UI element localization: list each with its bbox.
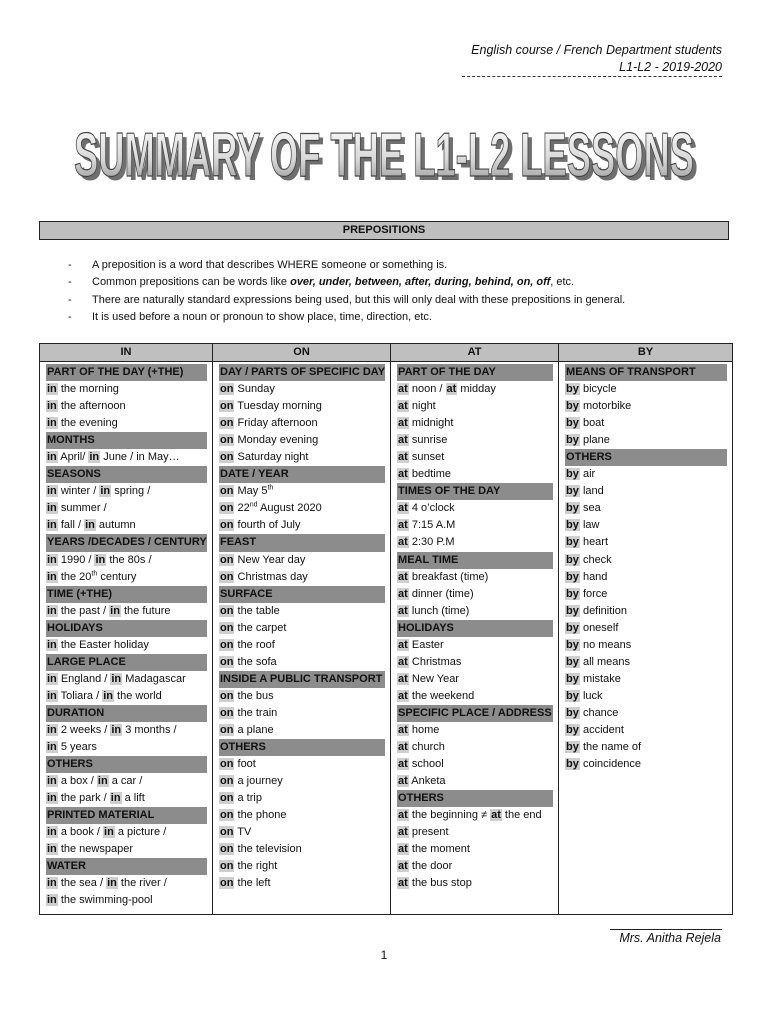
preposition-keyword: in xyxy=(107,877,117,890)
preposition-keyword: on xyxy=(220,383,234,396)
example-line: on the roof xyxy=(220,638,275,651)
example-line: on TV xyxy=(220,826,252,839)
example-line: on Christmas day xyxy=(220,570,308,583)
category-header: WATER xyxy=(46,858,207,875)
preposition-keyword: in xyxy=(47,604,57,617)
preposition-keyword: by xyxy=(566,672,579,685)
example-line: on New Year day xyxy=(220,553,306,566)
preposition-keyword: at xyxy=(398,689,408,702)
category-header: INSIDE A PUBLIC TRANSPORT xyxy=(219,671,385,688)
example-line: in the sea / in the river / xyxy=(47,877,167,890)
preposition-keyword: in xyxy=(97,775,108,788)
course-header xyxy=(471,42,722,76)
category-header: SURFACE xyxy=(219,586,385,603)
example-line: by force xyxy=(566,587,608,600)
bullet-item: - There are naturally standard expressions being used, but this will only deal with these prepositions in general. xyxy=(68,292,748,309)
preposition-keyword: on xyxy=(220,434,234,447)
example-line: at bedtime xyxy=(398,468,452,481)
example-line: in the Easter holiday xyxy=(47,638,149,651)
title-wordart xyxy=(0,104,768,194)
example-line: by land xyxy=(566,485,604,498)
example-line: at lunch (time) xyxy=(398,604,470,617)
example-line: at noon / at midday xyxy=(398,383,496,396)
example-line: in Toliara / in the world xyxy=(47,689,162,702)
preposition-keyword: by xyxy=(566,638,579,651)
preposition-keyword: on xyxy=(220,843,234,856)
preposition-keyword: in xyxy=(47,877,57,890)
preposition-keyword: in xyxy=(47,894,57,907)
preposition-keyword: by xyxy=(566,655,579,668)
preposition-keyword: at xyxy=(398,400,408,413)
preposition-keyword: in xyxy=(85,519,95,532)
preposition-keyword: in xyxy=(110,792,121,805)
example-line: on the phone xyxy=(220,809,287,822)
example-line: on the television xyxy=(220,843,302,856)
example-line: by definition xyxy=(566,604,627,617)
preposition-keyword: in xyxy=(95,553,106,566)
example-line: by accident xyxy=(566,723,624,736)
preposition-keyword: at xyxy=(398,809,408,822)
category-header: DATE / YEAR xyxy=(219,466,385,483)
preposition-keyword: in xyxy=(47,553,57,566)
preposition-keyword: in xyxy=(47,417,57,430)
preposition-keyword: in xyxy=(104,826,114,839)
example-line: by luck xyxy=(566,689,603,702)
preposition-keyword: at xyxy=(398,877,408,890)
preposition-keyword: at xyxy=(398,519,408,532)
example-line: by plane xyxy=(566,434,610,447)
example-line: in the evening xyxy=(47,417,118,430)
preposition-keyword: by xyxy=(566,536,579,549)
category-header: OTHERS xyxy=(565,449,727,466)
preposition-keyword: on xyxy=(220,417,234,430)
preposition-keyword: at xyxy=(398,587,408,600)
preposition-keyword: by xyxy=(566,434,579,447)
preposition-keyword: on xyxy=(220,758,234,771)
preposition-keyword: by xyxy=(566,758,579,771)
preposition-keyword: in xyxy=(47,741,57,754)
preposition-keyword: by xyxy=(566,485,579,498)
category-header: TIME (+THE) xyxy=(46,586,207,603)
example-line: by motorbike xyxy=(566,400,632,413)
preposition-keyword: in xyxy=(47,485,57,498)
example-line: at sunset xyxy=(398,451,445,464)
category-header: SEASONS xyxy=(46,466,207,483)
preposition-keyword: on xyxy=(220,655,234,668)
column-in xyxy=(40,362,213,915)
column-header-by: BY xyxy=(559,344,733,362)
preposition-keyword: on xyxy=(220,400,234,413)
example-line: on 22nd August 2020 xyxy=(220,501,322,515)
preposition-keyword: in xyxy=(47,400,57,413)
preposition-keyword: in xyxy=(47,451,57,464)
preposition-keyword: by xyxy=(566,417,579,430)
preposition-keyword: on xyxy=(220,689,234,702)
example-line: in the afternoon xyxy=(47,400,126,413)
example-line: at church xyxy=(398,741,445,754)
example-line: at Christmas xyxy=(398,655,462,668)
preposition-keyword: at xyxy=(398,860,408,873)
preposition-keyword: on xyxy=(220,792,234,805)
preposition-keyword: by xyxy=(566,502,579,515)
example-line: on the bus xyxy=(220,689,274,702)
preposition-keyword: by xyxy=(566,741,579,754)
category-header: HOLIDAYS xyxy=(397,620,553,637)
title-text: SUMMARY OF THE L1-L2 LESSONS xyxy=(74,121,694,190)
course-level: L1-L2 - 2019-2020 xyxy=(619,60,722,74)
bullet-item: - A preposition is a word that describes WHERE someone or something is. xyxy=(68,257,748,274)
preposition-keyword: on xyxy=(220,860,234,873)
example-line: in fall / in autumn xyxy=(47,519,136,532)
example-line: at the weekend xyxy=(398,689,475,702)
example-line: at sunrise xyxy=(398,434,448,447)
category-header: PRINTED MATERIAL xyxy=(46,807,207,824)
example-line: on a journey xyxy=(220,775,283,788)
category-header: MEANS OF TRANSPORT xyxy=(565,364,727,381)
example-line: on the train xyxy=(220,706,278,719)
bullet-item: - Common prepositions can be words like over, under, between, after, during, behind, on, off, etc. xyxy=(68,274,748,291)
example-line: by hand xyxy=(566,570,608,583)
preposition-keyword: by xyxy=(566,621,579,634)
preposition-keyword: on xyxy=(220,621,234,634)
signature: Mrs. Anitha Rejela xyxy=(619,931,721,945)
preposition-keyword: by xyxy=(566,519,579,532)
document-title xyxy=(0,104,768,194)
example-line: on Saturday night xyxy=(220,451,309,464)
example-line: in a book / in a picture / xyxy=(47,826,167,839)
example-line: by mistake xyxy=(566,672,621,685)
preposition-keyword: by xyxy=(566,706,579,719)
category-header: PART OF THE DAY (+THE) xyxy=(46,364,207,381)
preposition-keyword: by xyxy=(566,468,579,481)
preposition-keyword: by xyxy=(566,689,579,702)
preposition-keyword: at xyxy=(398,417,408,430)
example-line: on Friday afternoon xyxy=(220,417,318,430)
header-divider xyxy=(462,76,722,77)
preposition-keyword: at xyxy=(398,741,408,754)
example-line: on the sofa xyxy=(220,655,277,668)
preposition-keyword: at xyxy=(398,451,408,464)
example-line: at Easter xyxy=(398,638,444,651)
preposition-keyword: on xyxy=(220,485,234,498)
example-line: on a trip xyxy=(220,792,262,805)
example-line: at Anketa xyxy=(398,775,446,788)
preposition-keyword: on xyxy=(220,706,234,719)
preposition-keyword: in xyxy=(47,792,57,805)
preposition-keyword: on xyxy=(220,775,234,788)
example-line: in 2 weeks / in 3 months / xyxy=(47,723,177,736)
signature-line xyxy=(610,929,722,930)
preposition-keyword: on xyxy=(220,723,234,736)
category-header: HOLIDAYS xyxy=(46,620,207,637)
example-line: on foot xyxy=(220,758,256,771)
example-line: in the 20th century xyxy=(47,569,137,583)
example-line: by chance xyxy=(566,706,619,719)
preposition-keyword: at xyxy=(398,502,408,515)
example-line: in 1990 / in the 80s / xyxy=(47,553,152,566)
example-line: by coincidence xyxy=(566,758,642,771)
preposition-keyword: in xyxy=(111,672,122,685)
preposition-keyword: on xyxy=(220,502,234,515)
preposition-keyword: at xyxy=(398,826,408,839)
table-header-row xyxy=(40,344,733,362)
category-header: FEAST xyxy=(219,534,385,551)
preposition-keyword: on xyxy=(220,638,234,651)
example-line: in a box / in a car / xyxy=(47,775,143,788)
category-header: OTHERS xyxy=(397,790,553,807)
preposition-keyword: in xyxy=(47,843,57,856)
example-line: at home xyxy=(398,723,440,736)
preposition-keyword: on xyxy=(220,877,234,890)
preposition-keyword: by xyxy=(566,400,579,413)
preposition-keyword: at xyxy=(446,383,457,396)
category-header: PART OF THE DAY xyxy=(397,364,553,381)
example-line: by air xyxy=(566,468,596,481)
example-line: on Monday evening xyxy=(220,434,319,447)
category-header: OTHERS xyxy=(46,756,207,773)
example-line: by bicycle xyxy=(566,383,617,396)
preposition-keyword: in xyxy=(47,502,57,515)
example-line: in the swimming-pool xyxy=(47,894,153,907)
course-name: English course / French Department students xyxy=(471,43,722,57)
preposition-keyword: on xyxy=(220,519,234,532)
example-line: at night xyxy=(398,400,436,413)
example-line: in the park / in a lift xyxy=(47,792,145,805)
example-line: in the newspaper xyxy=(47,843,133,856)
category-header: MONTHS xyxy=(46,432,207,449)
title-shadow: SUMMARY OF THE L1-L2 LESSONS xyxy=(78,125,698,194)
preposition-keyword: by xyxy=(566,553,579,566)
preposition-keyword: at xyxy=(398,758,408,771)
example-line: at the beginning ≠ at the end xyxy=(398,809,542,822)
example-line: at school xyxy=(398,758,444,771)
preposition-keyword: at xyxy=(398,434,408,447)
example-line: at New Year xyxy=(398,672,459,685)
preposition-keyword: at xyxy=(398,383,408,396)
category-header: DAY / PARTS OF SPECIFIC DAY xyxy=(219,364,385,381)
preposition-keyword: in xyxy=(47,519,57,532)
example-line: on Tuesday morning xyxy=(220,400,322,413)
example-line: on the table xyxy=(220,604,280,617)
prepositions-table xyxy=(39,343,733,915)
example-line: on the left xyxy=(220,877,271,890)
section-title-prepositions: PREPOSITIONS xyxy=(39,221,729,240)
example-line: by oneself xyxy=(566,621,619,634)
preposition-keyword: at xyxy=(398,843,408,856)
preposition-keyword: by xyxy=(566,604,579,617)
preposition-keyword: at xyxy=(398,536,408,549)
example-line: by sea xyxy=(566,502,601,515)
preposition-keyword: in xyxy=(89,451,100,464)
preposition-keyword: in xyxy=(47,826,57,839)
category-header: TIMES OF THE DAY xyxy=(397,483,553,500)
table-body-row xyxy=(40,362,733,915)
example-line: by boat xyxy=(566,417,605,430)
preposition-keyword: in xyxy=(47,383,57,396)
column-by xyxy=(559,362,733,915)
preposition-keyword: on xyxy=(220,809,234,822)
example-line: by check xyxy=(566,553,612,566)
preposition-keyword: in xyxy=(47,672,57,685)
preposition-keyword: at xyxy=(398,638,408,651)
example-line: in winter / in spring / xyxy=(47,485,151,498)
preposition-keyword: at xyxy=(398,672,408,685)
example-line: on May 5th xyxy=(220,484,274,498)
example-line: on fourth of July xyxy=(220,519,301,532)
preposition-keyword: at xyxy=(398,604,408,617)
example-line: at the door xyxy=(398,860,453,873)
preposition-keyword: in xyxy=(47,775,57,788)
preposition-keyword: in xyxy=(103,689,113,702)
preposition-keyword: on xyxy=(220,604,234,617)
example-line: in summer / xyxy=(47,502,107,515)
example-line: at present xyxy=(398,826,449,839)
preposition-keyword: on xyxy=(220,451,234,464)
example-line: on Sunday xyxy=(220,383,275,396)
example-line: on the carpet xyxy=(220,621,287,634)
example-line: on the right xyxy=(220,860,278,873)
column-header-in: IN xyxy=(40,344,213,362)
example-line: at 2:30 P.M xyxy=(398,536,455,549)
example-line: at dinner (time) xyxy=(398,587,474,600)
preposition-keyword: in xyxy=(47,689,57,702)
example-line: in the morning xyxy=(47,383,119,396)
category-header: LARGE PLACE xyxy=(46,654,207,671)
example-line: at 4 o’clock xyxy=(398,502,455,515)
preposition-keyword: at xyxy=(398,570,408,583)
definition-bullets xyxy=(68,257,748,326)
example-line: in England / in Madagascar xyxy=(47,672,186,685)
preposition-keyword: in xyxy=(100,485,111,498)
bullet-item: - It is used before a noun or pronoun to show place, time, direction, etc. xyxy=(68,309,748,326)
column-header-on: ON xyxy=(213,344,391,362)
example-line: at 7:15 A.M xyxy=(398,519,456,532)
preposition-keyword: in xyxy=(47,723,57,736)
preposition-keyword: by xyxy=(566,570,579,583)
example-line: in 5 years xyxy=(47,741,97,754)
preposition-keyword: in xyxy=(47,570,57,583)
column-header-at: AT xyxy=(391,344,559,362)
preposition-keyword: on xyxy=(220,826,234,839)
preposition-keyword: on xyxy=(220,553,234,566)
example-line: at breakfast (time) xyxy=(398,570,489,583)
example-line: in April/ in June / in May… xyxy=(47,451,180,464)
column-at xyxy=(391,362,559,915)
category-header: YEARS /DECADES / CENTURY xyxy=(46,534,207,551)
example-line: by all means xyxy=(566,655,631,668)
category-header: SPECIFIC PLACE / ADDRESS xyxy=(397,705,553,722)
preposition-keyword: in xyxy=(110,604,120,617)
example-line: at midnight xyxy=(398,417,454,430)
preposition-keyword: at xyxy=(398,775,408,788)
preposition-keyword: at xyxy=(491,809,501,822)
example-line: by no means xyxy=(566,638,632,651)
category-header: OTHERS xyxy=(219,739,385,756)
example-line: at the bus stop xyxy=(398,877,472,890)
preposition-keyword: on xyxy=(220,570,234,583)
category-header: MEAL TIME xyxy=(397,552,553,569)
example-line: on a plane xyxy=(220,723,274,736)
category-header: DURATION xyxy=(46,705,207,722)
example-line: by heart xyxy=(566,536,609,549)
preposition-keyword: by xyxy=(566,587,579,600)
preposition-keyword: in xyxy=(47,638,57,651)
example-line: by law xyxy=(566,519,600,532)
preposition-keyword: by xyxy=(566,723,579,736)
example-line: at the moment xyxy=(398,843,470,856)
preposition-keyword: at xyxy=(398,655,408,668)
example-line: by the name of xyxy=(566,741,642,754)
preposition-keyword: by xyxy=(566,383,579,396)
example-line: in the past / in the future xyxy=(47,604,171,617)
preposition-keyword: in xyxy=(111,723,122,736)
column-on xyxy=(213,362,391,915)
page-number: 1 xyxy=(380,948,388,962)
preposition-keyword: at xyxy=(398,723,408,736)
preposition-keyword: at xyxy=(398,468,408,481)
